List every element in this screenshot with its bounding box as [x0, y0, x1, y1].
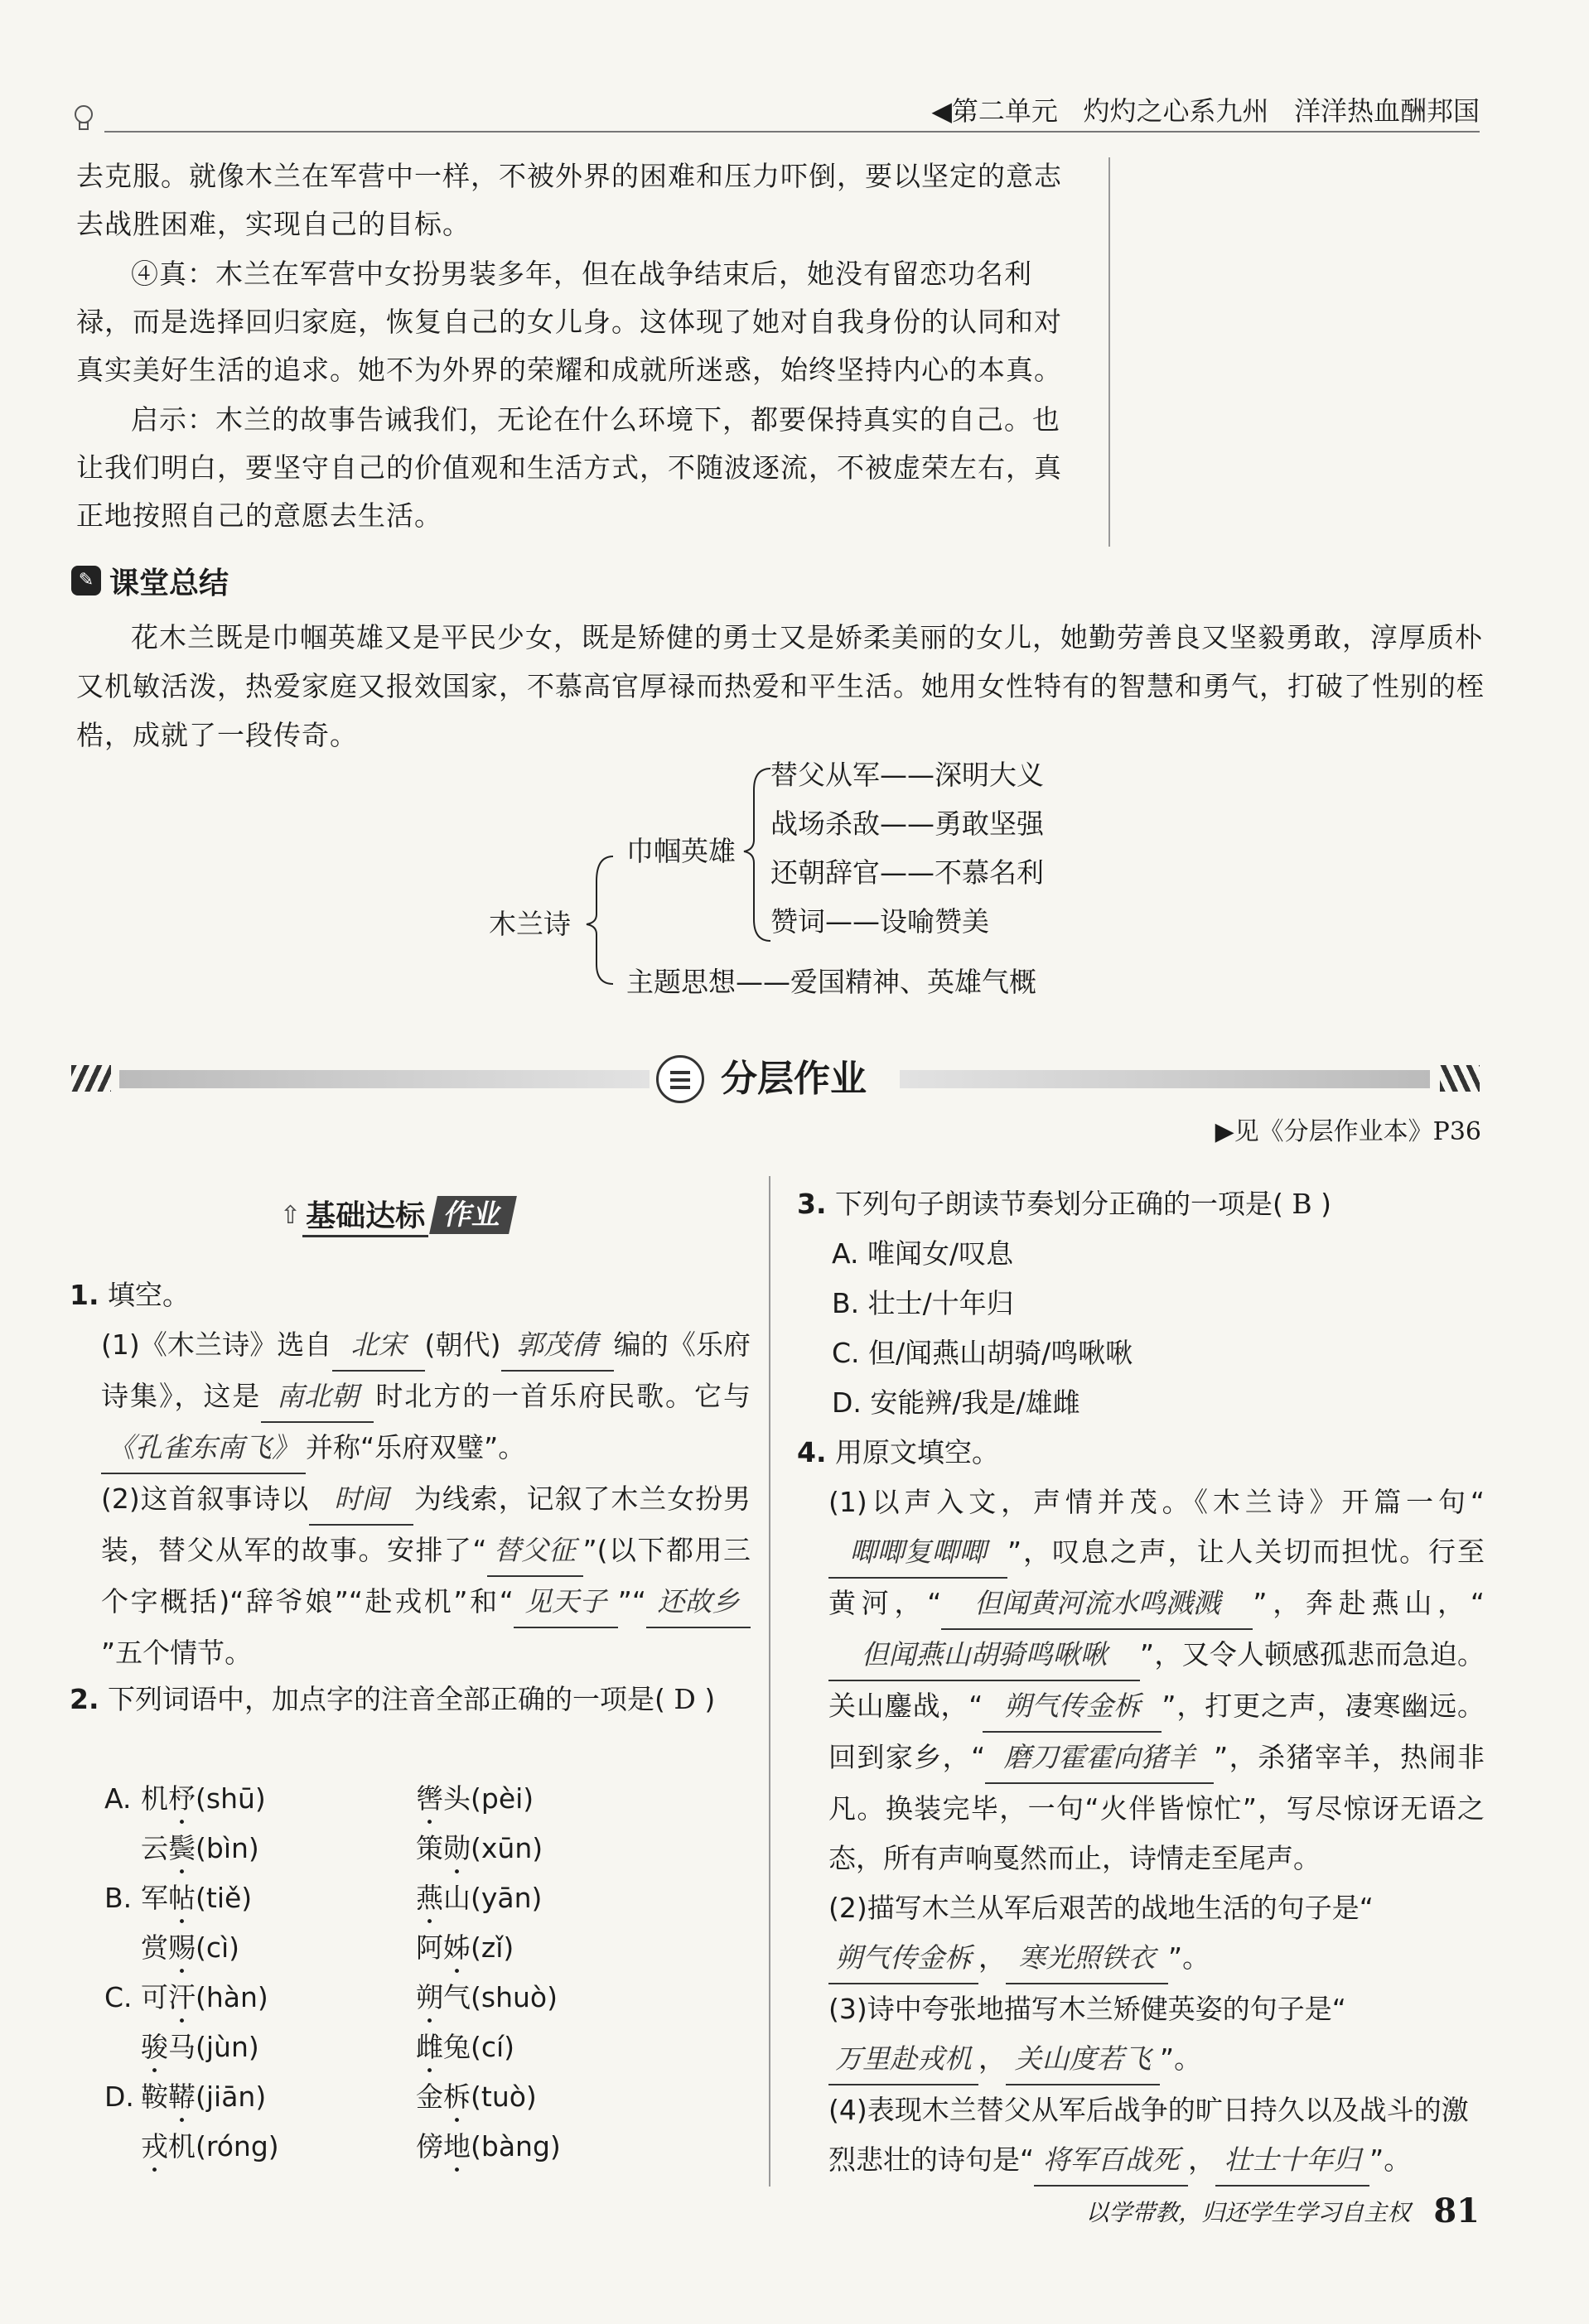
q4-number: 4.: [797, 1436, 827, 1468]
homework-reference: ▶见《分层作业本》P36: [1215, 1117, 1481, 1146]
mindmap: [489, 757, 1118, 1005]
option-letter: B.: [104, 1882, 133, 1914]
summary-title: 课堂总结: [109, 566, 229, 600]
q4-text: ”，杀猪宰羊，热闹非凡。换装完毕，一句“火伴皆惊忙”，写尽惊讶无语之态，所有声响戛然而止，诗情走至尾声。: [828, 1741, 1485, 1874]
q4-answer: 朔气传金柝: [828, 1933, 978, 1984]
badge-arrow-icon: ⇧: [280, 1200, 302, 1230]
badge-tag: 作业: [429, 1196, 517, 1234]
option-word: 机杼(shū): [141, 1782, 266, 1815]
header-line: [104, 131, 1480, 133]
option-word: 戎机(róng): [141, 2130, 279, 2162]
q4-answer: 壮士十年归: [1215, 2135, 1369, 2187]
q4-text: ”。: [1168, 1941, 1210, 1974]
option-word: 赏赐(cì): [141, 1931, 240, 1964]
q1-answer: 南北朝: [261, 1372, 374, 1423]
pencil-icon: ✎: [71, 566, 101, 595]
q1-text: 为线索，记叙了木兰女扮男装，替父从军的故事。安排了“: [101, 1483, 751, 1566]
q1-answer: 时间: [309, 1474, 413, 1526]
mindmap-theme: 主题思想——爱国精神、英雄气概: [626, 966, 1036, 998]
q4-text: (1)以声入文，声情并茂。《木兰诗》开篇一句“: [828, 1486, 1485, 1518]
q4-answer: 朔气传金柝: [983, 1681, 1162, 1733]
q3-close: ): [1321, 1188, 1332, 1220]
q4-answer: 万里赴戎机: [828, 2034, 978, 2085]
badge-label: 基础达标: [302, 1193, 428, 1237]
section-title: 分层作业: [721, 1058, 867, 1100]
mindmap-branch: 巾帼英雄: [626, 835, 736, 867]
option-word: 云鬓(bìn): [141, 1832, 259, 1864]
q4-comma: ，: [1188, 2143, 1216, 2176]
footer-slogan: 以学带教，归还学生学习自主权: [1085, 2199, 1411, 2226]
option-letter: D.: [104, 2081, 134, 2113]
q2-option: [104, 1973, 734, 2072]
banner-bar-right: [900, 1070, 1430, 1088]
mindmap-root: 木兰诗: [489, 908, 571, 940]
banner-stripe-left: [71, 1065, 111, 1092]
question-4: [797, 1428, 1485, 2187]
option-letter: C.: [104, 1981, 133, 2013]
question-3: [797, 1179, 1485, 1428]
option-word: 朔气(shuò): [416, 1981, 558, 2013]
header-title2: 洋洋热血酬邦国: [1293, 95, 1480, 127]
basic-badge: [280, 1193, 513, 1237]
q3-number: 3.: [797, 1188, 827, 1220]
header-bar: [71, 93, 1480, 134]
q4-answer: 但闻燕山胡骑鸣啾啾: [828, 1630, 1140, 1681]
q3-option: B. 壮士/十年归: [832, 1287, 1014, 1319]
section-banner: [71, 1047, 1480, 1113]
header-unit: ◀第二单元: [931, 95, 1058, 127]
top-paragraph-2: ④真：木兰在军营中女扮男装多年，但在战争结束后，她没有留恋功名利禄，而是选择回归家庭，恢复自己的女儿身。这体现了她对自我身份的认同和对真实美好生活的追求。她不为外界的荣耀和成就所迷惑，始终坚持内心的本真。: [76, 258, 1062, 386]
top-paragraph-3: 启示：木兰的故事告诫我们，无论在什么环境下，都要保持真实的自己。也让我们明白，要坚守自己的价值观和生活方式，不随波逐流，不被虚荣左右，真正地按照自己的意愿去生活。: [76, 403, 1062, 532]
layers-icon: [656, 1055, 704, 1103]
option-word: 金柝(tuò): [416, 2081, 537, 2113]
q1-text: ”(以下都用三个字概括)“辞爷娘”“赴戎机”和“: [101, 1534, 751, 1618]
q3-option: D. 安能辨/我是/雄雌: [832, 1386, 1080, 1419]
q4-text: (4)表现木兰替父从军后战争的旷日持久以及战斗的激烈悲壮的诗句是“: [828, 2094, 1469, 2176]
q2-option: [104, 1873, 734, 1973]
q1-text: (朝代): [424, 1328, 501, 1361]
q4-text: ”，打更之声，凄寒幽远。回到家乡，“: [828, 1690, 1485, 1773]
q4-answer: 唧唧复唧唧: [828, 1527, 1007, 1579]
q1-text: ”五个情节。: [101, 1637, 253, 1669]
summary-text: 花木兰既是巾帼英雄又是平民少女，既是矫健的勇士又是娇柔美丽的女儿，她勤劳善良又坚毅勇敢，淳厚质朴又机敏活泼，热爱家庭又报效国家，不慕高官厚禄而热爱和平生活。她用女性特有的智慧和勇气，打破了性别的桎梏，成就了一段传奇。: [76, 621, 1485, 751]
q1-text: 编的《乐府诗集》，这是: [101, 1328, 751, 1412]
q4-text: ”。: [1369, 2143, 1412, 2176]
q1-number: 1.: [70, 1279, 99, 1311]
q2-close: ): [704, 1683, 716, 1715]
option-word: 可汗(hàn): [141, 1981, 268, 2013]
q4-comma: ，: [978, 1941, 1006, 1974]
mindmap-leaf: 赞词——设喻赞美: [770, 905, 989, 938]
q4-text: ”，又令人顿感孤悲而急迫。关山鏖战，“: [828, 1638, 1485, 1722]
q1-text: 时北方的一首乐府民歌。它与: [374, 1380, 751, 1412]
summary-heading: [71, 560, 229, 601]
header-title1: 灼灼之心系九州: [1083, 95, 1269, 127]
q3-option: A. 唯闻女/叹息: [832, 1237, 1014, 1270]
q4-text: ”，奔赴燕山，“: [1253, 1587, 1485, 1619]
q1-text: (2)这首叙事诗以: [101, 1483, 310, 1515]
mindmap-leaf: 战场杀敌——勇敢坚强: [770, 808, 1044, 840]
top-text-divider: [1108, 157, 1110, 547]
banner-bar-left: [119, 1070, 650, 1088]
q2-stem: 下列词语中，加点字的注音全部正确的一项是(: [108, 1683, 665, 1715]
q1-answer: 替父征: [487, 1526, 583, 1577]
question-1: [70, 1270, 751, 1678]
top-paragraph-1: 去克服。就像木兰在军营中一样，不被外界的困难和压力吓倒，要以坚定的意志去战胜困难，实现自己的目标。: [76, 160, 1062, 240]
q3-option: C. 但/闻燕山胡骑/鸣啾啾: [832, 1337, 1133, 1369]
q3-stem: 下列句子朗读节奏划分正确的一项是(: [835, 1188, 1283, 1220]
question-2: [70, 1675, 751, 1724]
option-word: 阿姊(zǐ): [416, 1931, 514, 1964]
q4-answer: 将军百战死: [1034, 2135, 1188, 2187]
top-text: [76, 152, 1087, 540]
q4-text: ”。: [1160, 2042, 1202, 2075]
q4-answer: 但闻黄河流水鸣溅溅: [941, 1579, 1253, 1630]
option-word: 傍地(bàng): [416, 2130, 561, 2162]
q4-answer: 关山度若飞: [1006, 2034, 1160, 2085]
page-number: 81: [1433, 2191, 1480, 2230]
option-word: 策勋(xūn): [416, 1832, 543, 1864]
q1-title: 填空。: [108, 1279, 190, 1311]
q2-options: [104, 1774, 734, 2172]
q2-number: 2.: [70, 1683, 99, 1715]
banner-stripe-right: [1440, 1065, 1480, 1092]
header-title: [931, 93, 1480, 129]
q1-text: 并称“乐府双璧”。: [306, 1431, 526, 1463]
option-word: 鞍鞯(jiān): [141, 2081, 267, 2113]
option-word: 雌兔(cí): [416, 2031, 515, 2063]
q1-text: (1)《木兰诗》选自: [101, 1328, 332, 1361]
option-word: 军帖(tiě): [141, 1882, 253, 1914]
column-divider: [769, 1176, 770, 2187]
q3-answer: B: [1292, 1188, 1312, 1220]
option-word: 骏马(jùn): [141, 2031, 259, 2063]
q1-answer: 见天子: [514, 1577, 618, 1628]
q4-text: (3)诗中夸张地描写木兰矫健英姿的句子是“: [828, 1993, 1346, 2025]
q1-answer: 郭茂倩: [501, 1320, 614, 1372]
mindmap-leaf: 替父从军——深明大义: [770, 759, 1044, 791]
q2-option: [104, 2072, 734, 2172]
option-letter: A.: [104, 1782, 132, 1815]
q4-answer: 磨刀霍霍向猪羊: [985, 1733, 1214, 1784]
footer: [1085, 2187, 1480, 2231]
q1-text: ”“: [617, 1585, 646, 1618]
q1-answer: 《孔雀东南飞》: [101, 1423, 306, 1474]
q4-answer: 寒光照铁衣: [1006, 1933, 1168, 1984]
q4-title: 用原文填空。: [835, 1436, 999, 1468]
q4-text: (2)描写木兰从军后艰苦的战地生活的句子是“: [828, 1892, 1374, 1924]
q4-text: ”，叹息之声，让人关切而担忧。行至黄河，“: [828, 1536, 1485, 1619]
mindmap-leaf: 还朝辞官——不慕名利: [770, 856, 1044, 889]
option-word: 燕山(yān): [416, 1882, 543, 1914]
q1-answer: 北宋: [332, 1320, 425, 1372]
q2-option: [104, 1774, 734, 1873]
q4-comma: ，: [978, 2042, 1006, 2075]
q1-answer: 还故乡: [646, 1577, 751, 1628]
option-word: 辔头(pèi): [416, 1782, 534, 1815]
q2-answer: D: [674, 1683, 696, 1715]
